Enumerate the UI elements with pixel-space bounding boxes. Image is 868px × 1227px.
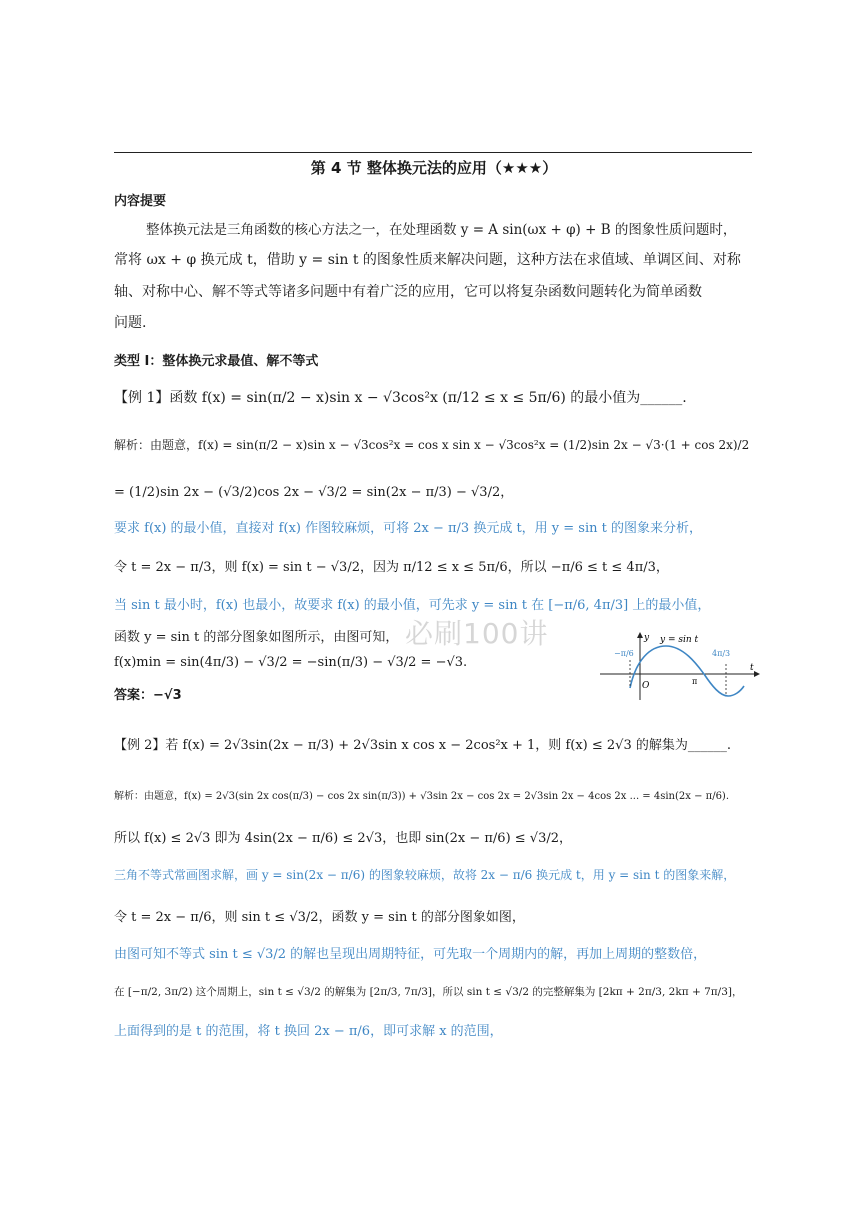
example1-solution-line-5: f(x)min = sin(4π/3) − √3/2 = −sin(π/3) − √3/2 = −√3. <box>114 655 468 670</box>
summary-line-1: 整体换元法是三角函数的核心方法之一，在处理函数 y = A sin(ωx + φ) + B 的图象性质问题时， <box>146 222 737 238</box>
y-axis-label: y <box>644 633 650 643</box>
type1-heading: 类型 Ⅰ：整体换元求最值、解不等式 <box>114 354 319 369</box>
example2-problem: 【例 2】若 f(x) = 2√3sin(2x − π/3) + 2√3sin x cos x − 2cos²x + 1，则 f(x) ≤ 2√3 的解集为______. <box>114 738 731 753</box>
example1-solution-line-4: 函数 y = sin t 的部分图象如图所示，由图可知， <box>114 630 399 645</box>
example1-solution-line-2: = (1/2)sin 2x − (√3/2)cos 2x − √3/2 = sin(2x − π/3) − √3/2， <box>114 485 514 500</box>
example1-note-1: 要求 f(x) 的最小值，直接对 f(x) 作图较麻烦，可将 2x − π/3 换元成 t，用 y = sin t 的图象来分析， <box>114 521 703 536</box>
example2-note-2: 由图可知不等式 sin t ≤ √3/2 的解也呈现出周期特征，可先取一个周期内的解，再加上周期的整数倍， <box>114 947 707 962</box>
tick-right-label: 4π/3 <box>712 649 731 658</box>
example1-problem: 【例 1】函数 f(x) = sin(π/2 − x)sin x − √3cos²x (π/12 ≤ x ≤ 5π/6) 的最小值为______. <box>114 390 687 406</box>
watermark: 必刷100讲 <box>405 617 549 650</box>
curve-label: y = sin t <box>660 635 699 645</box>
example2-solution-line-4: 在 [−π/2, 3π/2) 这个周期上，sin t ≤ √3/2 的解集为 [2π/3, 7π/3]，所以 sin t ≤ √3/2 的完整解集为 [2kπ + 2π/3, 2kπ + 7π/3]， <box>114 986 743 998</box>
summary-line-3: 轴、对称中心、解不等式等诸多问题中有着广泛的应用，它可以将复杂函数问题转化为简单函数 <box>114 284 702 300</box>
t-axis-label: t <box>750 663 754 673</box>
tick-left-label: −π/6 <box>614 649 634 658</box>
example1-solution-line-3: 令 t = 2x − π/3，则 f(x) = sin t − √3/2，因为 π/12 ≤ x ≤ 5π/6，所以 −π/6 ≤ t ≤ 4π/3， <box>114 560 669 575</box>
summary-line-4: 问题. <box>114 315 147 331</box>
example2-note-3: 上面得到的是 t 的范围，将 t 换回 2x − π/6，即可求解 x 的范围， <box>114 1024 503 1039</box>
y-axis-arrow <box>637 632 643 638</box>
example2-solution-line-3: 令 t = 2x − π/6，则 sin t ≤ √3/2，函数 y = sin t 的部分图象如图， <box>114 910 525 925</box>
example2-note-1: 三角不等式常画图求解，画 y = sin(2x − π/6) 的图象较麻烦，故将 2x − π/6 换元成 t，用 y = sin t 的图象来解， <box>114 868 736 882</box>
summary-heading: 内容提要 <box>114 194 167 209</box>
sine-graph <box>600 630 760 702</box>
example1-solution-line-1: 解析：由题意，f(x) = sin(π/2 − x)sin x − √3cos²x = cos x sin x − √3cos²x = (1/2)sin 2x − √3·(1 + cos 2x)/2 <box>114 438 750 452</box>
example1-note-2: 当 sin t 最小时，f(x) 也最小，故要求 f(x) 的最小值，可先求 y = sin t 在 [−π/6, 4π/3] 上的最小值， <box>114 598 711 613</box>
origin-label: O <box>642 681 650 691</box>
example2-solution-line-2: 所以 f(x) ≤ 2√3 即为 4sin(2x − π/6) ≤ 2√3，也即 sin(2x − π/6) ≤ √3/2， <box>114 831 573 846</box>
example2-solution-line-1: 解析：由题意，f(x) = 2√3(sin 2x cos(π/3) − cos 2x sin(π/3)) + √3sin 2x − cos 2x = 2√3sin 2x − 4cos 2x ... = 4sin(2x − π/6). <box>114 791 730 802</box>
summary-line-2: 常将 ωx + φ 换元成 t，借助 y = sin t 的图象性质来解决问题，这种方法在求值域、单调区间、对称 <box>114 252 741 268</box>
page-title: 第 4 节 整体换元法的应用（★★★） <box>310 159 558 177</box>
t-axis-arrow <box>754 671 760 677</box>
header-rule <box>114 152 752 153</box>
example1-answer: 答案：−√3 <box>114 688 182 703</box>
tick-pi-label: π <box>692 677 698 686</box>
